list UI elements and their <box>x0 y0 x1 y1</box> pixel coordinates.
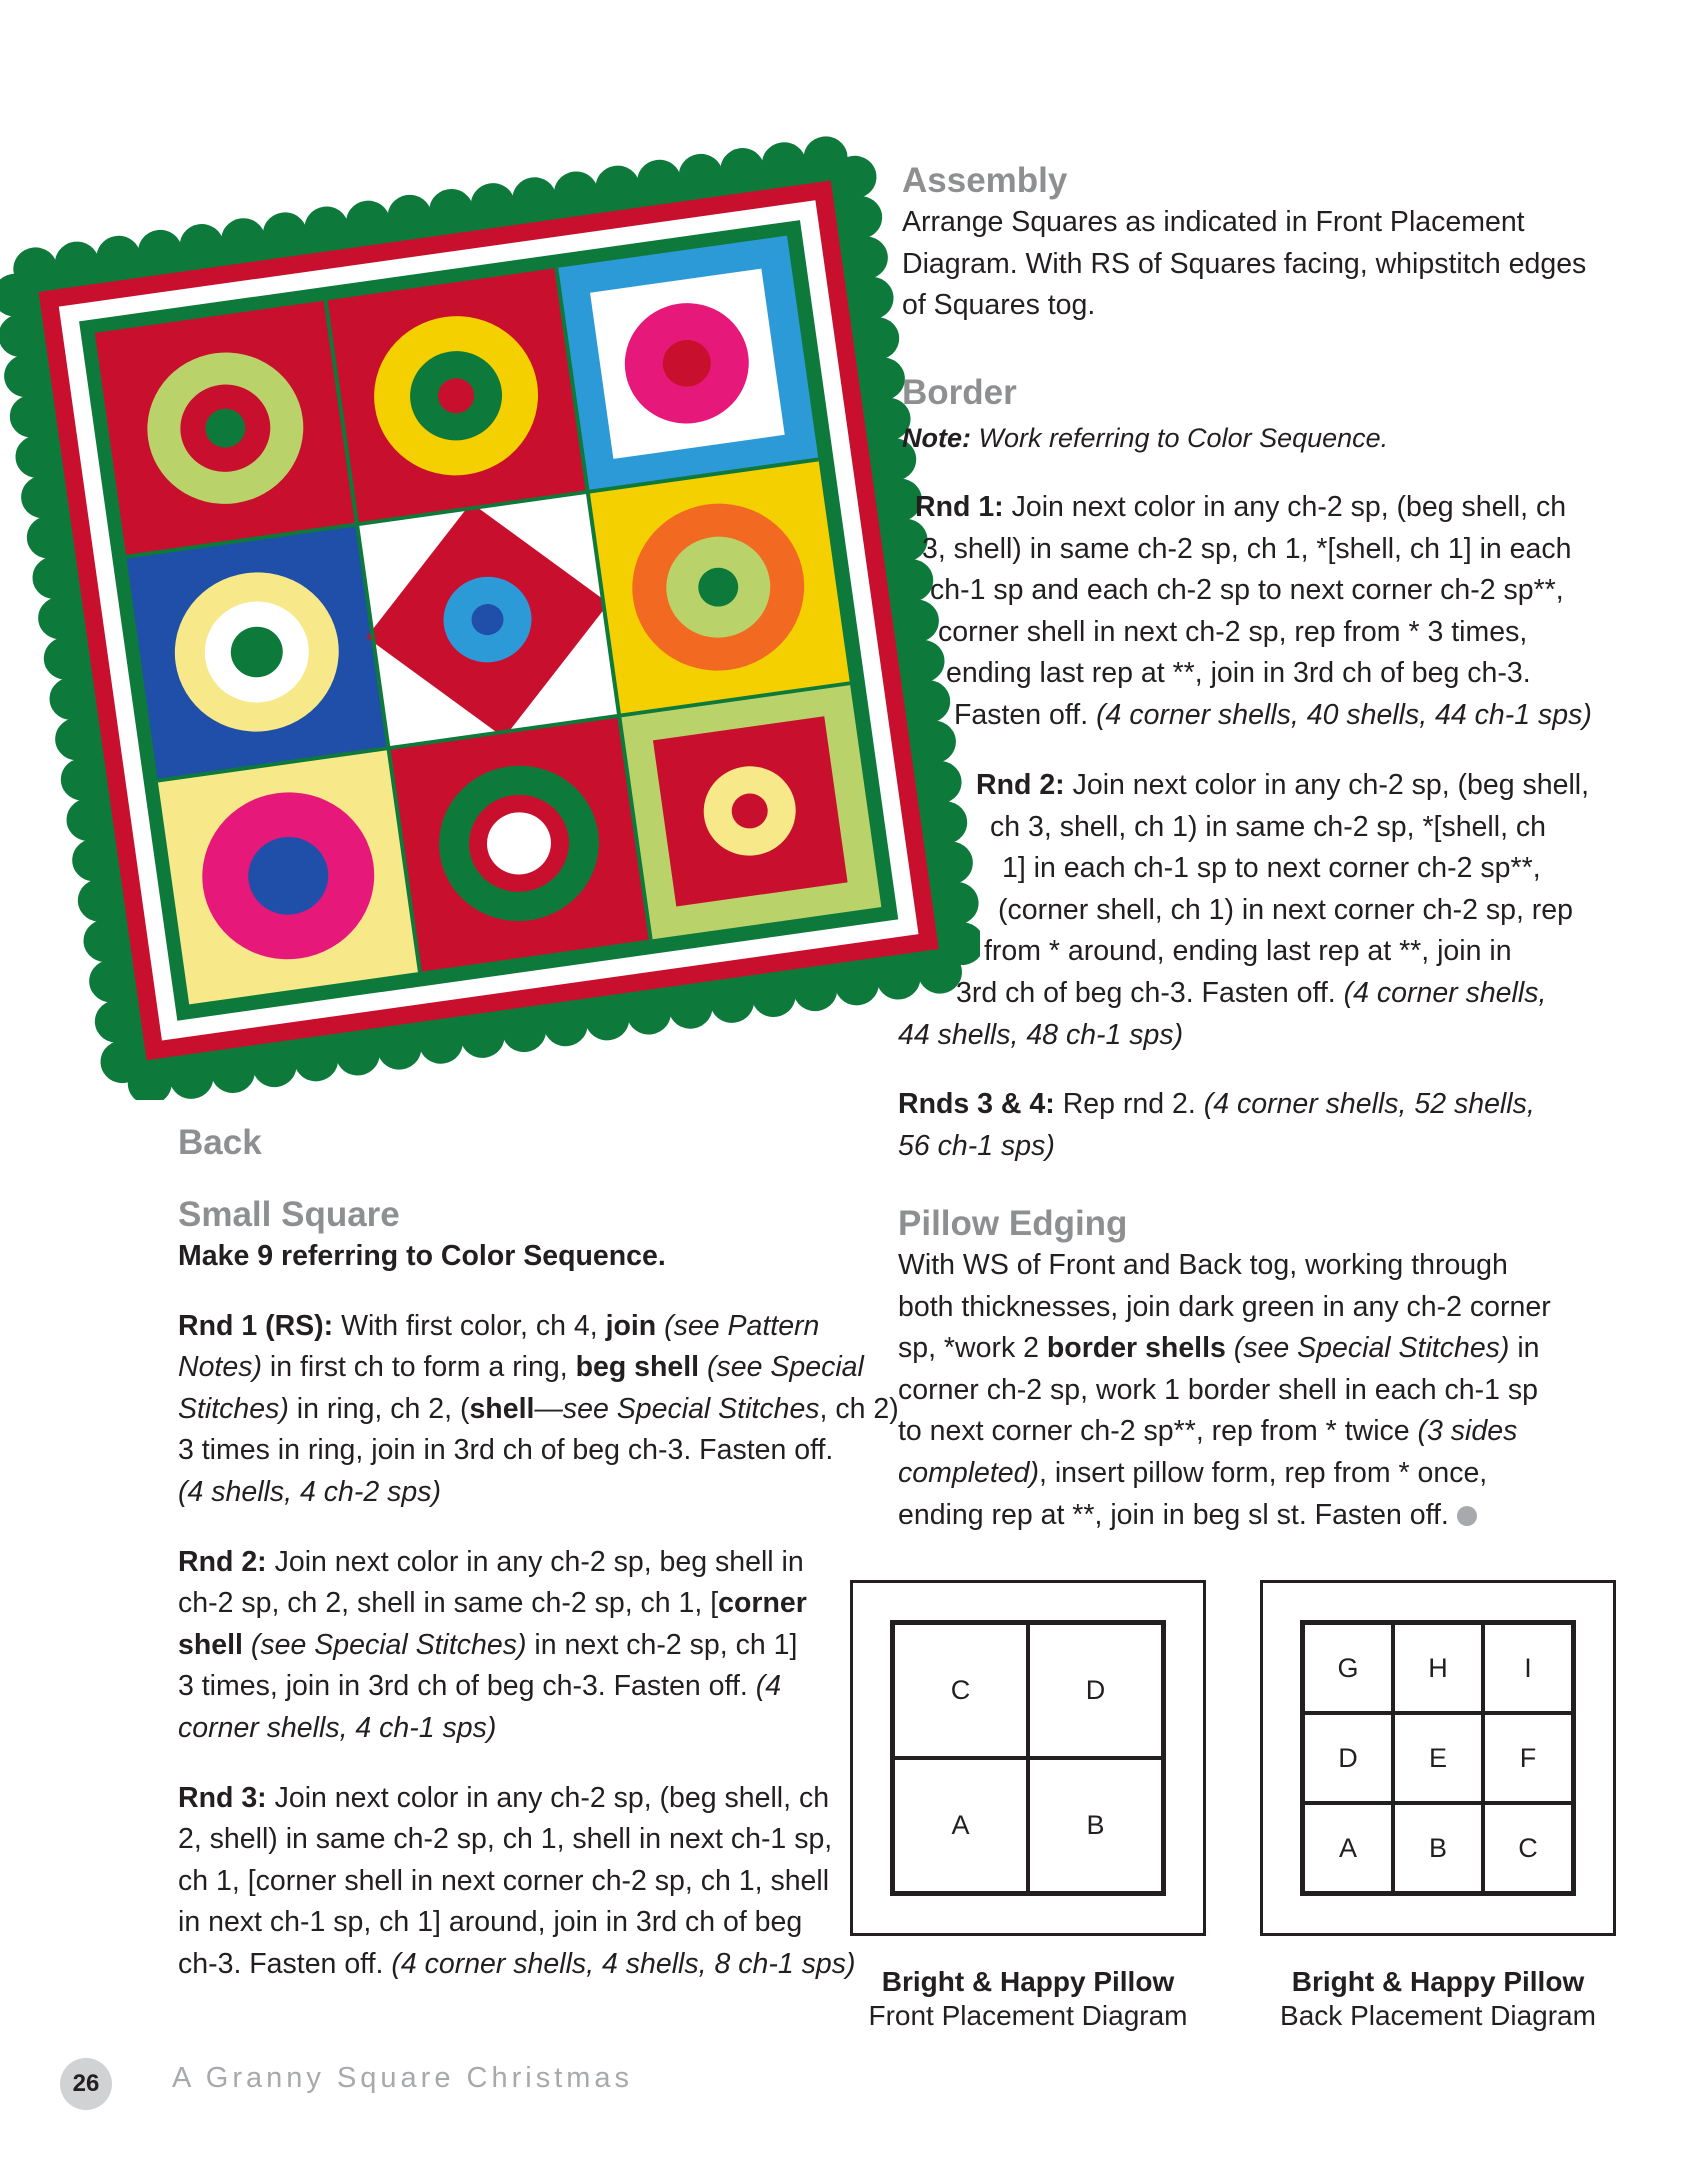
back-diagram-caption <box>1238 1965 1638 2033</box>
caption-subtitle: Back Placement Diagram <box>1280 2000 1596 2031</box>
rnd-text: Join next color in any ch-2 sp, (beg shell, ch <box>1003 491 1567 523</box>
back-cell: A <box>1303 1803 1393 1893</box>
assembly-section <box>902 160 1586 327</box>
back-placement-diagram <box>1260 1580 1616 1936</box>
granny-square <box>350 486 625 755</box>
back-rnd-2: Rnd 2: Join next color in any ch-2 sp, beg shell in ch-2 sp, ch 2, shell in same ch-2 sp, ch 1, [corner shell (see Special Stitches) in next ch-2 sp, ch 1] 3 times, join in 3rd ch of beg ch-3. Fasten off. (4 corner shells, 4 ch-1 sps) <box>178 1545 807 1744</box>
front-diagram-caption <box>828 1965 1228 2033</box>
rnd-text: Join next color in any ch-2 sp, (beg shell, <box>1064 769 1590 801</box>
pillow-edging-heading: Pillow Edging <box>898 1204 1128 1243</box>
granny-square <box>126 524 388 780</box>
edging-line: ending rep at **, join in beg sl st. Fasten off. <box>898 1495 1551 1537</box>
pillow-photo <box>0 100 980 1100</box>
rnd-count: (4 corner shells, <box>1343 977 1547 1009</box>
rnd-text: (corner shell, ch 1) in next corner ch-2 sp, rep <box>998 893 1573 926</box>
rnd-text: ch-1 sp and each ch-2 sp to next corner ch-2 sp**, <box>930 574 1564 607</box>
small-square-heading: Small Square <box>178 1195 400 1234</box>
back-cell: G <box>1303 1623 1393 1713</box>
back-rnd-1: Rnd 1 (RS): With first color, ch 4, join (see Pattern Notes) in first ch to form a ring, beg shell (see Special Stitches) in ring, ch 2, (shell—see Special Stitches, ch 2) 3 times in ring, join in 3rd ch of beg ch-3. Fasten off. (4 shells, 4 ch-2 sps) <box>178 1309 899 1508</box>
rnd-text: 1] in each ch-1 sp to next corner ch-2 sp**, <box>1002 852 1541 885</box>
assembly-line: of Squares tog. <box>902 289 1096 322</box>
edging-line: corner ch-2 sp, work 1 border shell in each ch-1 sp <box>898 1373 1538 1406</box>
back-heading: Back <box>178 1123 262 1162</box>
rnd-text: from * around, ending last rep at **, join in <box>984 935 1512 968</box>
rnd-text: Rep rnd 2. <box>1054 1088 1204 1120</box>
front-cell: D <box>1028 1623 1163 1758</box>
border-heading: Border <box>902 373 1017 412</box>
back-rnd-3: Rnd 3: Join next color in any ch-2 sp, (beg shell, ch 2, shell) in same ch-2 sp, ch 1, shell in next ch-1 sp, ch 1, [corner shell in next corner ch-2 sp, ch 1, shell in next ch-1 sp, ch 1] around, join in 3rd ch of beg ch-3. Fasten off. (4 corner shells, 4 shells, 8 ch-1 sps) <box>178 1781 856 1980</box>
pillow-edging-section <box>898 1203 1551 1536</box>
back-section <box>178 1122 899 1986</box>
front-cell: C <box>893 1623 1028 1758</box>
back-cell: E <box>1393 1713 1483 1803</box>
assembly-text <box>902 202 1586 327</box>
back-instructions <box>178 1236 899 1986</box>
granny-square <box>619 683 881 939</box>
back-cell: D <box>1303 1713 1393 1803</box>
rnd-label: Rnds 3 & 4: <box>898 1088 1055 1120</box>
edging-line: completed), insert pillow form, rep from * once, <box>898 1456 1488 1489</box>
rnd-count: (4 corner shells, 52 shells, <box>1203 1088 1535 1120</box>
back-cell: H <box>1393 1623 1483 1713</box>
granny-square <box>388 716 650 972</box>
rnd-text: ch 3, shell, ch 1) in same ch-2 sp, *[shell, ch <box>990 810 1547 843</box>
rnd-text: corner shell in next ch-2 sp, rep from * 3 times, <box>938 615 1528 648</box>
rnd-count: 56 ch-1 sps) <box>898 1129 1055 1162</box>
edging-line: both thicknesses, join dark green in any ch-2 corner <box>898 1290 1551 1323</box>
back-cell: C <box>1483 1803 1573 1893</box>
caption-subtitle: Front Placement Diagram <box>868 2000 1188 2031</box>
end-bullet-icon <box>1457 1506 1477 1526</box>
rnd-count: (4 corner shells, 40 shells, 44 ch-1 sps) <box>1096 699 1592 731</box>
pillow-edging-text <box>898 1245 1551 1536</box>
border-rnd-3-4 <box>898 1084 1535 1167</box>
book-title: A Granny Square Christmas <box>172 2062 634 2094</box>
rnd-count: 44 shells, 48 ch-1 sps) <box>898 1018 1184 1051</box>
rnd-text: Fasten off. <box>954 699 1097 731</box>
edging-line: sp, *work 2 border shells (see Special Stitches) in <box>898 1332 1540 1365</box>
caption-title: Bright & Happy Pillow <box>881 1966 1175 1997</box>
granny-square <box>588 459 850 715</box>
granny-square <box>95 300 357 556</box>
caption-title: Bright & Happy Pillow <box>1291 1966 1585 1997</box>
back-cell: I <box>1483 1623 1573 1713</box>
rnd-label: Rnd 1 (RS): <box>178 1309 334 1342</box>
front-cell: A <box>893 1758 1028 1893</box>
rnd-text: ending last rep at **, join in 3rd ch of beg ch-3. <box>946 657 1531 690</box>
border-note <box>902 418 1388 458</box>
rnd-label: Rnd 2: <box>178 1545 267 1578</box>
back-grid <box>1300 1620 1576 1896</box>
granny-square <box>326 268 588 524</box>
front-placement-diagram <box>850 1580 1206 1936</box>
front-cell: B <box>1028 1758 1163 1893</box>
back-cell: B <box>1393 1803 1483 1893</box>
rnd-label: Rnd 2: <box>976 769 1065 801</box>
assembly-line: Diagram. With RS of Squares facing, whipstitch edges <box>902 247 1587 280</box>
front-grid <box>890 1620 1166 1896</box>
assembly-heading: Assembly <box>902 161 1068 200</box>
granny-square <box>158 748 420 1004</box>
rnd-text: 3, shell) in same ch-2 sp, ch 1, *[shell, ch 1] in each <box>922 532 1572 565</box>
rnd-label: Rnd 3: <box>178 1781 267 1814</box>
page-number: 26 <box>60 2058 112 2110</box>
note-text: Work referring to Color Sequence. <box>971 423 1389 453</box>
make-instruction: Make 9 referring to Color Sequence. <box>178 1240 666 1272</box>
assembly-line: Arrange Squares as indicated in Front Placement <box>902 206 1525 238</box>
rnd-label: Rnd 1: <box>915 491 1004 523</box>
granny-square <box>556 236 818 492</box>
edging-line: With WS of Front and Back tog, working through <box>898 1249 1508 1281</box>
edging-line: to next corner ch-2 sp**, rep from * twice (3 sides <box>898 1415 1518 1448</box>
note-label: Note: <box>902 423 971 453</box>
back-cell: F <box>1483 1713 1573 1803</box>
rnd-text: 3rd ch of beg ch-3. Fasten off. <box>956 977 1344 1009</box>
